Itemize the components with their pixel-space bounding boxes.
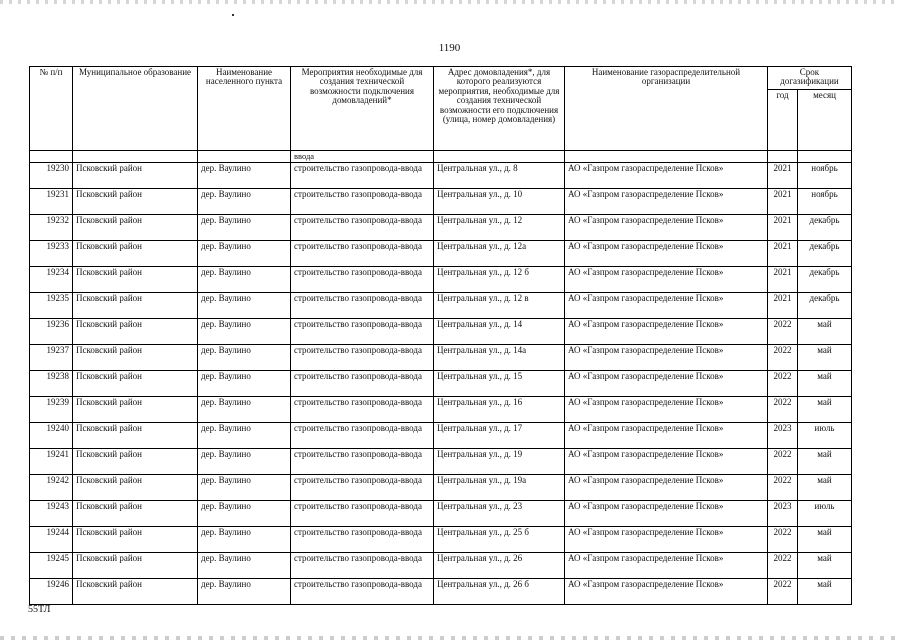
gas-org-cell: АО «Газпром газораспределение Псков» <box>565 293 768 319</box>
settlement-cell: дер. Ваулино <box>198 267 291 293</box>
header-address: Адрес домовладения*, для которого реализуются мероприятия, необходимые для создания технической возможности его подключения (улица, номер домовладения) <box>434 67 565 151</box>
municipality-cell: Псковский район <box>73 371 198 397</box>
address-cell: Центральная ул., д. 12а <box>434 241 565 267</box>
settlement-cell: дер. Ваулино <box>198 423 291 449</box>
municipality-cell: Псковский район <box>73 527 198 553</box>
year-cell: 2022 <box>768 553 798 579</box>
settlement-cell: дер. Ваулино <box>198 449 291 475</box>
table-row <box>30 475 852 501</box>
gas-org-cell: АО «Газпром газораспределение Псков» <box>565 527 768 553</box>
month-cell: декабрь <box>798 241 852 267</box>
table-row <box>30 345 852 371</box>
table-row <box>30 501 852 527</box>
year-cell: 2022 <box>768 345 798 371</box>
row-number: 19242 <box>30 475 73 501</box>
row-number: 19231 <box>30 189 73 215</box>
settlement-cell: дер. Ваулино <box>198 371 291 397</box>
municipality-cell: Псковский район <box>73 579 198 605</box>
year-cell: 2022 <box>768 527 798 553</box>
settlement-cell: дер. Ваулино <box>198 553 291 579</box>
row-number: 19243 <box>30 501 73 527</box>
header-deadline: Срок догазификации <box>768 67 852 90</box>
measure-cell: строительство газопровода-ввода <box>291 293 434 319</box>
municipality-cell: Псковский район <box>73 475 198 501</box>
measure-cell: строительство газопровода-ввода <box>291 501 434 527</box>
continuation-row <box>30 151 852 163</box>
year-cell: 2022 <box>768 475 798 501</box>
row-number: 19237 <box>30 345 73 371</box>
footer-code: 55ТЛ <box>28 604 51 615</box>
measure-cell: строительство газопровода-ввода <box>291 579 434 605</box>
month-cell: май <box>798 371 852 397</box>
row-number: 19245 <box>30 553 73 579</box>
month-cell: декабрь <box>798 215 852 241</box>
measure-cell: строительство газопровода-ввода <box>291 241 434 267</box>
gas-org-cell: АО «Газпром газораспределение Псков» <box>565 475 768 501</box>
table-row <box>30 215 852 241</box>
measure-cell: строительство газопровода-ввода <box>291 553 434 579</box>
settlement-cell: дер. Ваулино <box>198 397 291 423</box>
month-cell: июль <box>798 423 852 449</box>
address-cell: Центральная ул., д. 19а <box>434 475 565 501</box>
measure-cell: строительство газопровода-ввода <box>291 423 434 449</box>
settlement-cell: дер. Ваулино <box>198 241 291 267</box>
address-cell: Центральная ул., д. 12 <box>434 215 565 241</box>
page-number: 1190 <box>438 42 461 54</box>
scan-edge-bottom <box>0 636 899 640</box>
address-cell: Центральная ул., д. 26 б <box>434 579 565 605</box>
header-num: № п/п <box>30 67 73 151</box>
municipality-cell: Псковский район <box>73 501 198 527</box>
address-cell: Центральная ул., д. 10 <box>434 189 565 215</box>
table-row <box>30 267 852 293</box>
month-cell: май <box>798 449 852 475</box>
address-cell: Центральная ул., д. 14а <box>434 345 565 371</box>
header-month: месяц <box>798 90 852 151</box>
municipality-cell: Псковский район <box>73 241 198 267</box>
table-row <box>30 371 852 397</box>
address-cell: Центральная ул., д. 16 <box>434 397 565 423</box>
settlement-cell: дер. Ваулино <box>198 293 291 319</box>
municipality-cell: Псковский район <box>73 267 198 293</box>
municipality-cell: Псковский район <box>73 319 198 345</box>
year-cell: 2021 <box>768 215 798 241</box>
header-measures: Мероприятия необходимые для создания технической возможности подключения домовладений* <box>291 67 434 151</box>
gas-org-cell: АО «Газпром газораспределение Псков» <box>565 319 768 345</box>
header-settlement: Наименование населенного пункта <box>198 67 291 151</box>
table-body <box>30 151 852 605</box>
row-number: 19233 <box>30 241 73 267</box>
gas-org-cell: АО «Газпром газораспределение Псков» <box>565 371 768 397</box>
scan-edge-top <box>0 0 899 4</box>
gas-org-cell: АО «Газпром газораспределение Псков» <box>565 241 768 267</box>
month-cell: декабрь <box>798 293 852 319</box>
table-row <box>30 163 852 189</box>
address-cell: Центральная ул., д. 23 <box>434 501 565 527</box>
municipality-cell: Псковский район <box>73 215 198 241</box>
row-number: 19244 <box>30 527 73 553</box>
gasification-table <box>29 66 852 605</box>
address-cell: Центральная ул., д. 17 <box>434 423 565 449</box>
row-number: 19239 <box>30 397 73 423</box>
row-number: 19235 <box>30 293 73 319</box>
municipality-cell: Псковский район <box>73 423 198 449</box>
month-cell: май <box>798 345 852 371</box>
scan-speck <box>232 14 234 16</box>
month-cell: май <box>798 319 852 345</box>
gas-org-cell: АО «Газпром газораспределение Псков» <box>565 267 768 293</box>
municipality-cell: Псковский район <box>73 397 198 423</box>
municipality-cell: Псковский район <box>73 345 198 371</box>
measure-cell: строительство газопровода-ввода <box>291 397 434 423</box>
municipality-cell: Псковский район <box>73 189 198 215</box>
table-row <box>30 553 852 579</box>
header-gas-org: Наименование газораспределительной организации <box>565 67 768 151</box>
settlement-cell: дер. Ваулино <box>198 527 291 553</box>
municipality-cell: Псковский район <box>73 293 198 319</box>
year-cell: 2022 <box>768 397 798 423</box>
settlement-cell: дер. Ваулино <box>198 215 291 241</box>
address-cell: Центральная ул., д. 15 <box>434 371 565 397</box>
year-cell: 2023 <box>768 501 798 527</box>
address-cell: Центральная ул., д. 8 <box>434 163 565 189</box>
year-cell: 2021 <box>768 267 798 293</box>
measure-cell: строительство газопровода-ввода <box>291 319 434 345</box>
year-cell: 2023 <box>768 423 798 449</box>
table-row <box>30 423 852 449</box>
measure-cell: строительство газопровода-ввода <box>291 163 434 189</box>
table-row <box>30 579 852 605</box>
measure-cell: строительство газопровода-ввода <box>291 215 434 241</box>
continuation-text: ввода <box>291 151 434 163</box>
address-cell: Центральная ул., д. 25 б <box>434 527 565 553</box>
year-cell: 2021 <box>768 163 798 189</box>
month-cell: ноябрь <box>798 163 852 189</box>
month-cell: май <box>798 527 852 553</box>
gas-org-cell: АО «Газпром газораспределение Псков» <box>565 553 768 579</box>
measure-cell: строительство газопровода-ввода <box>291 189 434 215</box>
address-cell: Центральная ул., д. 14 <box>434 319 565 345</box>
month-cell: декабрь <box>798 267 852 293</box>
settlement-cell: дер. Ваулино <box>198 189 291 215</box>
row-number: 19246 <box>30 579 73 605</box>
address-cell: Центральная ул., д. 12 б <box>434 267 565 293</box>
gas-org-cell: АО «Газпром газораспределение Псков» <box>565 449 768 475</box>
header-year: год <box>768 90 798 151</box>
gas-org-cell: АО «Газпром газораспределение Псков» <box>565 215 768 241</box>
table-row <box>30 293 852 319</box>
row-number: 19240 <box>30 423 73 449</box>
month-cell: май <box>798 579 852 605</box>
month-cell: июль <box>798 501 852 527</box>
settlement-cell: дер. Ваулино <box>198 501 291 527</box>
municipality-cell: Псковский район <box>73 553 198 579</box>
table-row <box>30 449 852 475</box>
year-cell: 2021 <box>768 241 798 267</box>
settlement-cell: дер. Ваулино <box>198 345 291 371</box>
year-cell: 2021 <box>768 189 798 215</box>
header-municipality: Муниципальное образование <box>73 67 198 151</box>
month-cell: май <box>798 553 852 579</box>
month-cell: ноябрь <box>798 189 852 215</box>
settlement-cell: дер. Ваулино <box>198 579 291 605</box>
municipality-cell: Псковский район <box>73 163 198 189</box>
municipality-cell: Псковский район <box>73 449 198 475</box>
address-cell: Центральная ул., д. 26 <box>434 553 565 579</box>
row-number: 19232 <box>30 215 73 241</box>
gas-org-cell: АО «Газпром газораспределение Псков» <box>565 423 768 449</box>
address-cell: Центральная ул., д. 19 <box>434 449 565 475</box>
month-cell: май <box>798 475 852 501</box>
measure-cell: строительство газопровода-ввода <box>291 475 434 501</box>
gas-org-cell: АО «Газпром газораспределение Псков» <box>565 345 768 371</box>
gas-org-cell: АО «Газпром газораспределение Псков» <box>565 189 768 215</box>
measure-cell: строительство газопровода-ввода <box>291 267 434 293</box>
measure-cell: строительство газопровода-ввода <box>291 371 434 397</box>
month-cell: май <box>798 397 852 423</box>
row-number: 19241 <box>30 449 73 475</box>
year-cell: 2022 <box>768 371 798 397</box>
table-row <box>30 397 852 423</box>
table-row <box>30 241 852 267</box>
measure-cell: строительство газопровода-ввода <box>291 449 434 475</box>
table-row <box>30 527 852 553</box>
year-cell: 2022 <box>768 319 798 345</box>
gas-org-cell: АО «Газпром газораспределение Псков» <box>565 501 768 527</box>
settlement-cell: дер. Ваулино <box>198 163 291 189</box>
year-cell: 2021 <box>768 293 798 319</box>
settlement-cell: дер. Ваулино <box>198 319 291 345</box>
year-cell: 2022 <box>768 579 798 605</box>
gas-org-cell: АО «Газпром газораспределение Псков» <box>565 579 768 605</box>
row-number: 19234 <box>30 267 73 293</box>
address-cell: Центральная ул., д. 12 в <box>434 293 565 319</box>
row-number: 19236 <box>30 319 73 345</box>
gas-org-cell: АО «Газпром газораспределение Псков» <box>565 397 768 423</box>
gas-org-cell: АО «Газпром газораспределение Псков» <box>565 163 768 189</box>
row-number: 19230 <box>30 163 73 189</box>
settlement-cell: дер. Ваулино <box>198 475 291 501</box>
row-number: 19238 <box>30 371 73 397</box>
measure-cell: строительство газопровода-ввода <box>291 527 434 553</box>
measure-cell: строительство газопровода-ввода <box>291 345 434 371</box>
table-row <box>30 189 852 215</box>
table-row <box>30 319 852 345</box>
year-cell: 2022 <box>768 449 798 475</box>
